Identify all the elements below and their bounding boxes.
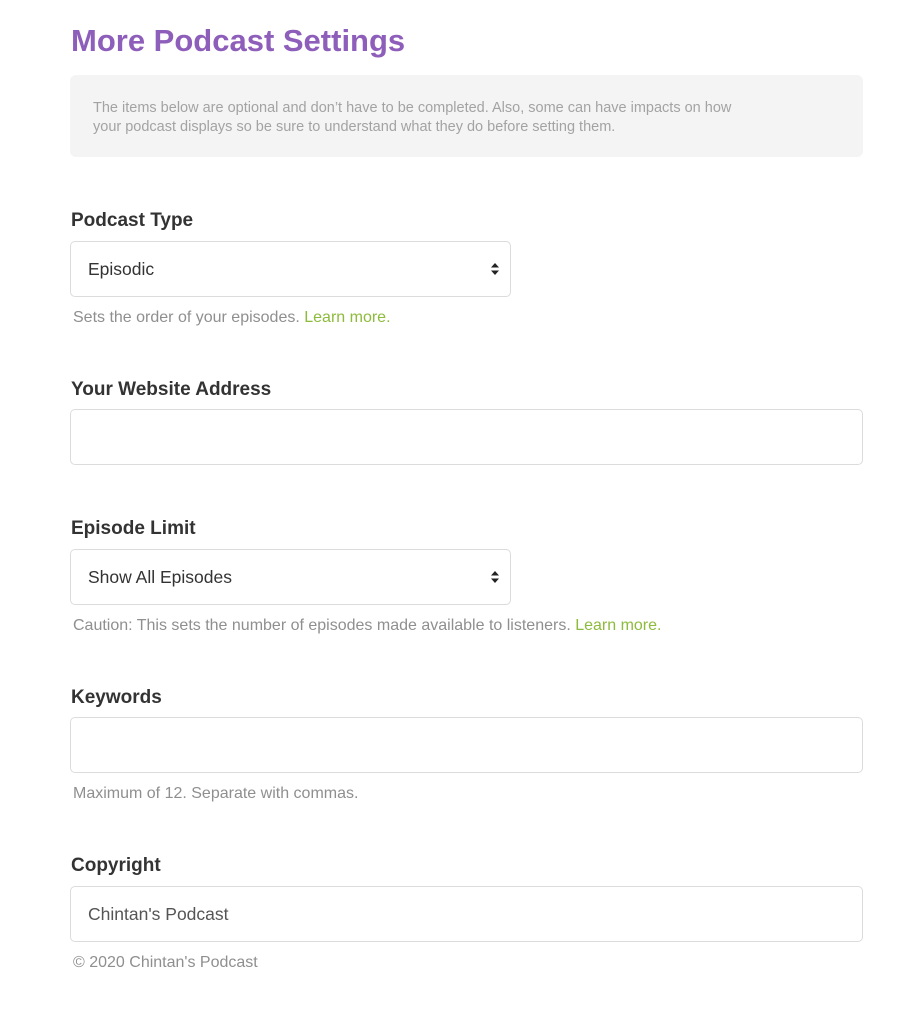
notice-text: The items below are optional and don’t have to be completed. Also, some can have impacts on how your podcast displays so be sure to understand what they do before setting them. <box>93 100 732 135</box>
podcast-type-help <box>73 308 391 328</box>
optional-settings-notice <box>70 75 863 157</box>
copyright-label: Copyright <box>71 855 161 876</box>
episode-limit-select[interactable] <box>70 549 511 605</box>
keywords-label: Keywords <box>71 687 162 708</box>
podcast-type-selected-value: Episodic <box>88 258 155 279</box>
episode-limit-selected-value: Show All Episodes <box>88 566 232 587</box>
up-down-arrow-icon <box>490 262 500 276</box>
up-down-arrow-icon <box>490 570 500 584</box>
keywords-help: Maximum of 12. Separate with commas. <box>73 785 359 802</box>
copyright-value: Chintan's Podcast <box>88 903 229 924</box>
podcast-type-select[interactable] <box>70 241 511 297</box>
episode-limit-help-text: Caution: This sets the number of episodes made available to listeners. <box>73 617 576 634</box>
podcast-type-help-text: Sets the order of your episodes. <box>73 309 305 326</box>
keywords-input[interactable] <box>70 717 863 773</box>
episode-limit-help <box>73 616 661 636</box>
copyright-input[interactable] <box>70 886 863 942</box>
copyright-preview: © 2020 Chintan's Podcast <box>73 954 258 971</box>
podcast-type-label: Podcast Type <box>71 210 194 231</box>
website-address-label: Your Website Address <box>71 379 272 400</box>
episode-limit-learn-more-link[interactable]: Learn more. <box>575 617 662 634</box>
podcast-type-learn-more-link[interactable]: Learn more. <box>304 309 391 326</box>
episode-limit-label: Episode Limit <box>71 518 196 539</box>
page-title: More Podcast Settings <box>71 23 406 58</box>
website-address-input[interactable] <box>70 409 863 465</box>
